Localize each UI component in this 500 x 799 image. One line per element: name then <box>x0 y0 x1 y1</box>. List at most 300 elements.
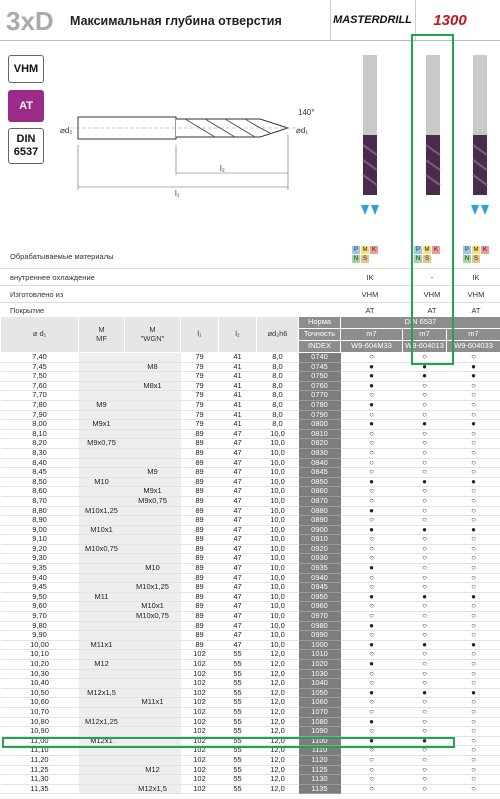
cell-index: 0750 <box>299 372 341 382</box>
table-row <box>1 717 500 727</box>
cell-m-wgn: M9x0,75 <box>125 496 181 506</box>
table-row <box>1 650 500 660</box>
cell-avail-1: ○ <box>341 650 403 660</box>
table-row <box>1 621 500 631</box>
cell-avail-2: ○ <box>403 746 447 756</box>
l1-label: l₁ <box>175 189 180 198</box>
cell-dh6: 10,0 <box>257 439 299 449</box>
product-image-3 <box>465 55 495 225</box>
cell-avail-1: ○ <box>341 679 403 689</box>
coating-value: AT <box>471 306 481 315</box>
cell-avail-2: ○ <box>403 698 447 708</box>
cell-l2: 47 <box>219 554 257 564</box>
cell-m-wgn <box>125 573 181 583</box>
table-row <box>1 496 500 506</box>
cell-l2: 41 <box>219 353 257 363</box>
cell-index: 1080 <box>299 717 341 727</box>
made-of-value: VHM <box>361 290 379 299</box>
cell-l1: 102 <box>181 765 219 775</box>
cell-avail-1: ○ <box>341 784 403 794</box>
cell-avail-3: ○ <box>447 535 500 545</box>
cell-avail-2: ○ <box>403 679 447 689</box>
cell-l1: 102 <box>181 707 219 717</box>
cell-m-mf <box>79 602 125 612</box>
cell-dh6: 8,0 <box>257 391 299 401</box>
cell-avail-2: ○ <box>403 612 447 622</box>
cell-m-mf <box>79 698 125 708</box>
cell-l1: 102 <box>181 736 219 746</box>
cell-avail-1: ○ <box>341 583 403 593</box>
cell-dh6: 8,0 <box>257 410 299 420</box>
cell-l1: 89 <box>181 448 219 458</box>
cell-avail-1: ○ <box>341 698 403 708</box>
cell-l2: 41 <box>219 400 257 410</box>
cell-index: 0760 <box>299 381 341 391</box>
cell-l1: 79 <box>181 353 219 363</box>
table-row <box>1 698 500 708</box>
cell-m-wgn <box>125 353 181 363</box>
cell-l2: 55 <box>219 755 257 765</box>
cell-d1: 10,40 <box>1 679 79 689</box>
cell-dh6: 12,0 <box>257 698 299 708</box>
made-of-value: VHM <box>423 290 441 299</box>
cell-avail-1: ● <box>341 736 403 746</box>
cell-m-mf <box>79 727 125 737</box>
cell-avail-2: ○ <box>403 458 447 468</box>
table-row <box>1 439 500 449</box>
cell-avail-3: ○ <box>447 717 500 727</box>
cell-avail-3: ○ <box>447 506 500 516</box>
cell-index: 0970 <box>299 612 341 622</box>
cell-dh6: 10,0 <box>257 535 299 545</box>
table-row <box>1 592 500 602</box>
cell-avail-2: ● <box>403 362 447 372</box>
cell-avail-1: ○ <box>341 775 403 785</box>
cell-avail-1: ● <box>341 688 403 698</box>
cell-m-mf <box>79 621 125 631</box>
cell-d1: 9,00 <box>1 525 79 535</box>
cell-index: 0830 <box>299 448 341 458</box>
cell-l1: 89 <box>181 554 219 564</box>
cell-dh6: 8,0 <box>257 420 299 430</box>
cell-m-wgn <box>125 535 181 545</box>
col-m-mf: M MF <box>79 317 125 353</box>
made-of-row <box>0 286 500 303</box>
cell-avail-1: ● <box>341 420 403 430</box>
cell-avail-3: ○ <box>447 621 500 631</box>
cell-m-mf <box>79 381 125 391</box>
cell-l2: 47 <box>219 516 257 526</box>
cell-avail-3: ○ <box>447 650 500 660</box>
cell-avail-2: ○ <box>403 717 447 727</box>
cell-avail-3: ○ <box>447 736 500 746</box>
index-value: W9-604013 <box>403 341 447 353</box>
cell-avail-3: ○ <box>447 573 500 583</box>
cell-m-wgn <box>125 727 181 737</box>
cell-m-wgn: M9 <box>125 468 181 478</box>
cell-m-mf <box>79 487 125 497</box>
cell-l1: 89 <box>181 640 219 650</box>
col-dh6: ⌀d₂h6 <box>257 317 299 353</box>
tolerance-value: m7 <box>341 329 403 341</box>
made-of-label: Изготовлено из <box>10 290 64 299</box>
cell-index: 0900 <box>299 525 341 535</box>
cell-d1: 8,50 <box>1 477 79 487</box>
cell-l2: 47 <box>219 631 257 641</box>
cell-dh6: 10,0 <box>257 554 299 564</box>
cell-index: 0770 <box>299 391 341 401</box>
cell-avail-2: ● <box>403 372 447 382</box>
cell-m-wgn <box>125 554 181 564</box>
cell-l1: 89 <box>181 525 219 535</box>
cell-avail-2: ○ <box>403 506 447 516</box>
cell-l2: 47 <box>219 573 257 583</box>
cell-dh6: 12,0 <box>257 736 299 746</box>
cell-l1: 79 <box>181 381 219 391</box>
cell-index: 0840 <box>299 458 341 468</box>
cell-avail-2: ○ <box>403 564 447 574</box>
cell-d1: 9,45 <box>1 583 79 593</box>
cell-l1: 89 <box>181 506 219 516</box>
cell-m-mf <box>79 362 125 372</box>
table-row <box>1 784 500 794</box>
cell-avail-3: ○ <box>447 727 500 737</box>
cell-m-mf <box>79 573 125 583</box>
cell-index: 0850 <box>299 477 341 487</box>
cell-avail-3: ○ <box>447 631 500 641</box>
materials-label: Обрабатываемые материалы <box>10 252 114 261</box>
cell-m-wgn: M11x1 <box>125 698 181 708</box>
cell-l1: 102 <box>181 717 219 727</box>
cell-dh6: 10,0 <box>257 477 299 487</box>
cell-l1: 89 <box>181 535 219 545</box>
index-value: W9-604033 <box>447 341 500 353</box>
cell-l2: 47 <box>219 564 257 574</box>
cell-avail-1: ○ <box>341 391 403 401</box>
cell-avail-1: ● <box>341 717 403 727</box>
cell-avail-2: ○ <box>403 468 447 478</box>
cell-avail-3: ● <box>447 640 500 650</box>
cell-dh6: 12,0 <box>257 717 299 727</box>
cell-l1: 102 <box>181 755 219 765</box>
col-l1: l₁ <box>181 317 219 353</box>
cell-avail-1: ○ <box>341 516 403 526</box>
cell-avail-2: ○ <box>403 784 447 794</box>
cell-avail-1: ○ <box>341 353 403 363</box>
cell-avail-2: ● <box>403 736 447 746</box>
cell-avail-3: ○ <box>447 679 500 689</box>
cell-index: 0860 <box>299 487 341 497</box>
cell-index: 0870 <box>299 496 341 506</box>
cell-d1: 11,35 <box>1 784 79 794</box>
cell-l1: 89 <box>181 612 219 622</box>
cell-d1: 7,90 <box>1 410 79 420</box>
header-divider <box>415 0 416 40</box>
cell-l2: 47 <box>219 487 257 497</box>
cell-dh6: 12,0 <box>257 679 299 689</box>
table-row <box>1 372 500 382</box>
cell-avail-2: ● <box>403 525 447 535</box>
cooling-value: - <box>430 273 434 282</box>
cell-dh6: 10,0 <box>257 544 299 554</box>
table-row <box>1 707 500 717</box>
cell-avail-3: ○ <box>447 448 500 458</box>
cell-avail-1: ● <box>341 621 403 631</box>
cell-d1: 8,90 <box>1 516 79 526</box>
cell-l1: 89 <box>181 544 219 554</box>
cell-avail-2: ○ <box>403 602 447 612</box>
cell-avail-3: ○ <box>447 468 500 478</box>
table-row <box>1 755 500 765</box>
col-l2: l₂ <box>219 317 257 353</box>
cell-avail-2: ○ <box>403 554 447 564</box>
table-row <box>1 631 500 641</box>
cell-dh6: 10,0 <box>257 640 299 650</box>
cell-m-wgn <box>125 544 181 554</box>
cell-l2: 55 <box>219 660 257 670</box>
cell-index: 1070 <box>299 707 341 717</box>
cell-m-mf <box>79 707 125 717</box>
cell-avail-3: ○ <box>447 612 500 622</box>
cell-l1: 102 <box>181 784 219 794</box>
cell-m-wgn <box>125 640 181 650</box>
cell-m-mf <box>79 429 125 439</box>
cell-dh6: 10,0 <box>257 621 299 631</box>
cell-m-wgn <box>125 420 181 430</box>
cell-l2: 55 <box>219 707 257 717</box>
cell-l2: 47 <box>219 477 257 487</box>
cell-l1: 102 <box>181 727 219 737</box>
cell-m-mf: M11 <box>79 592 125 602</box>
cell-avail-1: ○ <box>341 765 403 775</box>
cell-avail-2: ○ <box>403 516 447 526</box>
cell-m-wgn <box>125 775 181 785</box>
cell-m-mf <box>79 755 125 765</box>
cell-avail-2: ○ <box>403 353 447 363</box>
cell-l1: 89 <box>181 602 219 612</box>
cell-avail-1: ○ <box>341 631 403 641</box>
coating-badge-at: AT <box>8 90 44 122</box>
table-row <box>1 573 500 583</box>
cell-avail-1: ○ <box>341 468 403 478</box>
cell-d1: 9,50 <box>1 592 79 602</box>
table-row <box>1 554 500 564</box>
cell-avail-1: ○ <box>341 707 403 717</box>
cell-m-mf <box>79 554 125 564</box>
cell-d1: 7,50 <box>1 372 79 382</box>
cell-m-wgn <box>125 477 181 487</box>
cell-d1: 8,10 <box>1 429 79 439</box>
cell-l2: 55 <box>219 775 257 785</box>
made-of-value: VHM <box>467 290 485 299</box>
table-row <box>1 736 500 746</box>
cell-avail-1: ○ <box>341 487 403 497</box>
cell-avail-3: ○ <box>447 765 500 775</box>
cell-dh6: 10,0 <box>257 583 299 593</box>
cell-m-mf <box>79 458 125 468</box>
cell-m-wgn <box>125 391 181 401</box>
cell-avail-2: ○ <box>403 660 447 670</box>
cell-d1: 8,30 <box>1 448 79 458</box>
cooling-value: IK <box>472 273 480 282</box>
table-row <box>1 516 500 526</box>
cell-l2: 55 <box>219 765 257 775</box>
cell-index: 1100 <box>299 736 341 746</box>
cell-avail-3: ○ <box>447 400 500 410</box>
cell-m-mf <box>79 775 125 785</box>
cell-index: 0845 <box>299 468 341 478</box>
cell-l2: 47 <box>219 448 257 458</box>
cell-m-mf: M12x1,25 <box>79 717 125 727</box>
cell-l1: 89 <box>181 487 219 497</box>
cell-l1: 89 <box>181 516 219 526</box>
cell-avail-1: ● <box>341 660 403 670</box>
cell-m-wgn <box>125 439 181 449</box>
cell-l1: 79 <box>181 391 219 401</box>
cell-m-wgn <box>125 429 181 439</box>
cell-m-mf <box>79 535 125 545</box>
cell-index: 0945 <box>299 583 341 593</box>
cooling-value: IK <box>366 273 374 282</box>
cell-l2: 55 <box>219 746 257 756</box>
product-image-2 <box>418 55 448 225</box>
cell-index: 0890 <box>299 516 341 526</box>
cell-l1: 89 <box>181 592 219 602</box>
cell-d1: 8,60 <box>1 487 79 497</box>
cell-l1: 79 <box>181 362 219 372</box>
cell-m-mf: M9 <box>79 400 125 410</box>
cell-l2: 41 <box>219 410 257 420</box>
cell-avail-1: ○ <box>341 746 403 756</box>
cell-dh6: 12,0 <box>257 755 299 765</box>
cell-d1: 9,30 <box>1 554 79 564</box>
product-image-1 <box>355 55 385 225</box>
cell-index: 0790 <box>299 410 341 420</box>
cell-avail-1: ○ <box>341 410 403 420</box>
cell-m-wgn: M10x1,25 <box>125 583 181 593</box>
cell-d1: 9,35 <box>1 564 79 574</box>
cell-dh6: 10,0 <box>257 525 299 535</box>
cell-m-wgn: M10x0,75 <box>125 612 181 622</box>
cell-avail-3: ○ <box>447 669 500 679</box>
cell-dh6: 10,0 <box>257 564 299 574</box>
coating-label: Покрытие <box>10 306 45 315</box>
cell-avail-1: ○ <box>341 535 403 545</box>
cell-avail-3: ○ <box>447 458 500 468</box>
cell-avail-2: ○ <box>403 573 447 583</box>
cell-index: 0780 <box>299 400 341 410</box>
cell-m-wgn: M12x1,5 <box>125 784 181 794</box>
cell-m-mf <box>79 353 125 363</box>
cell-avail-2: ○ <box>403 631 447 641</box>
cell-dh6: 12,0 <box>257 669 299 679</box>
index-value: W9-604M33 <box>341 341 403 353</box>
table-row <box>1 353 500 363</box>
cell-d1: 8,00 <box>1 420 79 430</box>
cell-index: 0990 <box>299 631 341 641</box>
cell-d1: 7,40 <box>1 353 79 363</box>
cell-m-mf <box>79 564 125 574</box>
cell-avail-3: ● <box>447 525 500 535</box>
cell-index: 1040 <box>299 679 341 689</box>
cell-m-mf <box>79 372 125 382</box>
cell-l1: 89 <box>181 631 219 641</box>
cell-dh6: 8,0 <box>257 362 299 372</box>
cell-index: 0800 <box>299 420 341 430</box>
dimensions-table <box>0 316 500 794</box>
cell-avail-3: ○ <box>447 602 500 612</box>
table-row <box>1 420 500 430</box>
cell-m-mf <box>79 650 125 660</box>
cell-avail-2: ○ <box>403 755 447 765</box>
cell-avail-1: ○ <box>341 429 403 439</box>
cell-dh6: 10,0 <box>257 573 299 583</box>
cell-m-wgn <box>125 688 181 698</box>
cell-index: 1110 <box>299 746 341 756</box>
cell-m-wgn <box>125 717 181 727</box>
cell-l2: 47 <box>219 506 257 516</box>
table-row <box>1 535 500 545</box>
cell-l2: 55 <box>219 650 257 660</box>
l2-label: l₂ <box>220 164 225 173</box>
cell-avail-2: ○ <box>403 765 447 775</box>
cell-m-mf <box>79 583 125 593</box>
table-row <box>1 679 500 689</box>
cell-avail-3: ○ <box>447 698 500 708</box>
cell-avail-2: ○ <box>403 496 447 506</box>
cell-l1: 89 <box>181 458 219 468</box>
brand-logo: MASTERDRILL <box>333 14 412 26</box>
cell-l2: 47 <box>219 496 257 506</box>
table-row <box>1 775 500 785</box>
cell-avail-3: ● <box>447 362 500 372</box>
cell-dh6: 12,0 <box>257 707 299 717</box>
cell-m-mf <box>79 765 125 775</box>
cell-avail-3: ○ <box>447 439 500 449</box>
cell-l2: 41 <box>219 372 257 382</box>
cell-avail-1: ○ <box>341 669 403 679</box>
table-row <box>1 410 500 420</box>
cell-l2: 47 <box>219 602 257 612</box>
tolerance-value: m7 <box>403 329 447 341</box>
cell-avail-2: ○ <box>403 775 447 785</box>
norm-value: DIN 6537 <box>341 317 500 329</box>
cell-avail-2: ● <box>403 592 447 602</box>
cell-l2: 47 <box>219 621 257 631</box>
cell-l2: 47 <box>219 544 257 554</box>
cell-m-mf: M9x1 <box>79 420 125 430</box>
cell-d1: 7,70 <box>1 391 79 401</box>
index-label: INDEX <box>299 341 341 353</box>
cell-d1: 8,70 <box>1 496 79 506</box>
cell-dh6: 10,0 <box>257 506 299 516</box>
cell-l1: 89 <box>181 477 219 487</box>
cell-dh6: 10,0 <box>257 429 299 439</box>
cell-l2: 47 <box>219 525 257 535</box>
cell-avail-3: ○ <box>447 775 500 785</box>
cell-dh6: 12,0 <box>257 727 299 737</box>
cell-m-wgn <box>125 516 181 526</box>
cell-avail-2: ○ <box>403 381 447 391</box>
cell-m-mf: M10x0,75 <box>79 544 125 554</box>
cell-m-wgn: M8 <box>125 362 181 372</box>
cell-dh6: 8,0 <box>257 400 299 410</box>
table-row <box>1 468 500 478</box>
cell-avail-3: ○ <box>447 487 500 497</box>
cell-m-wgn <box>125 736 181 746</box>
table-row <box>1 746 500 756</box>
table-row <box>1 477 500 487</box>
